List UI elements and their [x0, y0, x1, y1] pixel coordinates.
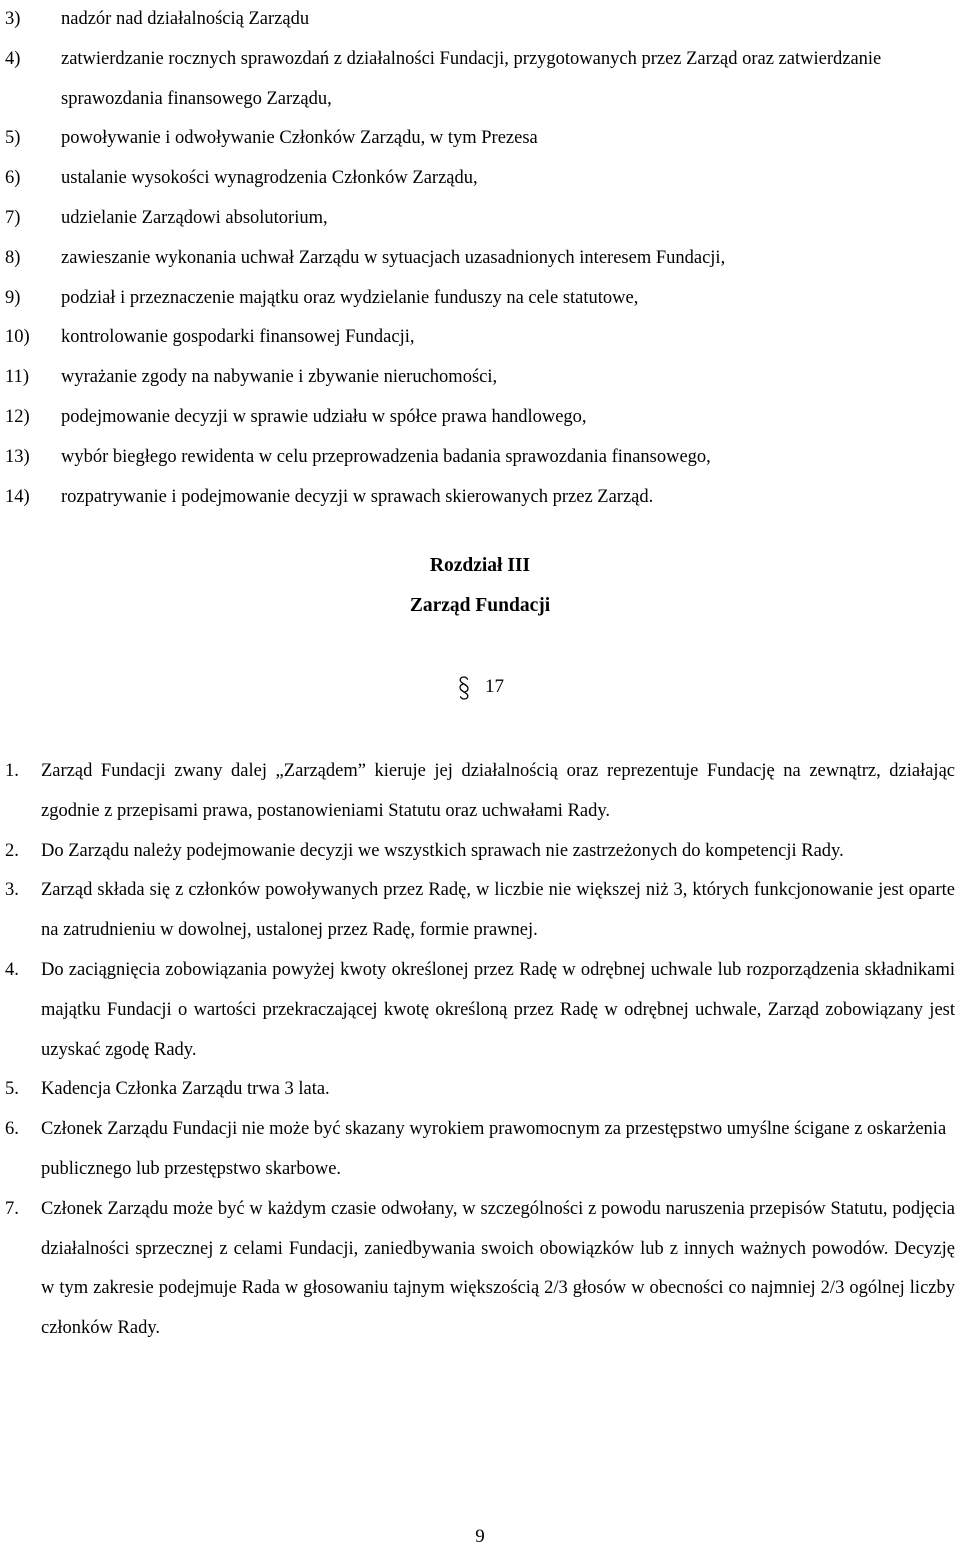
chapter-label: Rozdział III — [429, 555, 531, 576]
list-item — [5, 478, 905, 518]
paragraph-number: 7. — [5, 1198, 19, 1219]
list-item — [5, 279, 905, 319]
list-item-text: podział i przeznaczenie majątku oraz wydzielanie funduszy na cele statutowe, — [61, 287, 639, 308]
paragraph — [5, 1110, 955, 1190]
page-number: 9 — [475, 1526, 485, 1547]
list-item — [5, 40, 905, 120]
paragraph-number: 3. — [5, 880, 19, 901]
list-item-number: 6) — [5, 168, 21, 189]
list-item-text: zawieszanie wykonania uchwał Zarządu w sytuacjach uzasadnionych interesem Fundacji, — [61, 247, 726, 268]
paragraph — [5, 832, 955, 872]
paragraph-text: Członek Zarządu Fundacji nie może być skazany wyrokiem prawomocnym za przestępstwo umyślne ścigane z oskarżenia publicznego lub przestępstwo skarbowe. — [41, 1119, 947, 1179]
list-item-text: zatwierdzanie rocznych sprawozdań z działalności Fundacji, przygotowanych przez Zarząd oraz zatwierdzanie sprawozdania finansowego Zarządu, — [61, 48, 882, 109]
chapter-title: Zarząd Fundacji — [409, 595, 551, 616]
list-item-number: 10) — [5, 327, 30, 348]
paragraph-text: Do Zarządu należy podejmowanie decyzji we wszystkich sprawach nie zastrzeżonych do kompetencji Rady. — [41, 840, 844, 861]
list-item-number: 5) — [5, 128, 21, 149]
paragraph — [5, 951, 955, 1070]
list-item-text: wyrażanie zgody na nabywanie i zbywanie nieruchomości, — [61, 367, 498, 388]
paragraph — [5, 1070, 955, 1110]
list-item-number: 8) — [5, 247, 21, 268]
list-item-text: udzielanie Zarządowi absolutorium, — [61, 207, 328, 228]
section-paragraphs — [5, 752, 955, 1349]
list-item-number: 11) — [5, 367, 29, 388]
list-item — [5, 398, 905, 438]
list-item — [5, 199, 905, 239]
list-item-number: 4) — [5, 48, 21, 69]
paragraph-number: 1. — [5, 761, 19, 781]
list-item-text: ustalanie wysokości wynagrodzenia Członków Zarządu, — [61, 168, 478, 189]
paragraph-text: Zarząd Fundacji zwany dalej „Zarządem” kieruje jej działalnością oraz reprezentuje Fundację na zewnątrz, działając zgodnie z przepisami prawa, postanowieniami Statutu oraz uchwałami Rady. — [41, 761, 955, 821]
paragraph-text: Członek Zarządu może być w każdym czasie odwołany, w szczególności z powodu naruszenia przepisów Statutu, podjęcia działalności sprzecznej z celami Fundacji, zaniedbywania swoich obowiązków lub z innych ważnych powodów. Decyzję w tym zakresie podejmuje Rada w głosowaniu tajnym większością 2/3 głosów w obecności co najmniej 2/3 ogólnej liczby członków Rady. — [41, 1198, 955, 1339]
paragraph-text: Zarząd składa się z członków powoływanych przez Radę, w liczbie nie większej niż 3, których funkcjonowanie jest oparte na zatrudnieniu w dowolnej, ustalonej przez Radę, formie prawnej. — [41, 880, 955, 941]
section-number: 17 — [485, 676, 504, 697]
list-item — [5, 318, 905, 358]
list-item — [5, 159, 905, 199]
list-item-number: 13) — [5, 446, 30, 467]
paragraph — [5, 1190, 955, 1349]
list-item — [5, 119, 905, 159]
paragraph-text: Do zaciągnięcia zobowiązania powyżej kwoty określonej przez Radę w odrębnej uchwale lub rozporządzenia składnikami majątku Fundacji o wartości przekraczającej kwotę określoną przez Radę w odrębnej uchwale, Zarząd zobowiązany jest uzyskać zgodę Rady. — [41, 959, 955, 1060]
list-item — [5, 239, 905, 279]
list-item-number: 3) — [5, 9, 21, 29]
paragraph-number: 4. — [5, 959, 19, 980]
list-item — [5, 358, 905, 398]
paragraph — [5, 871, 955, 951]
list-item — [5, 438, 905, 478]
list-item-number: 14) — [5, 486, 30, 507]
paragraph-number: 5. — [5, 1079, 19, 1100]
paragraph-number: 2. — [5, 840, 19, 861]
list-item-text: kontrolowanie gospodarki finansowej Fundacji, — [61, 327, 415, 348]
list-item-text: rozpatrywanie i podejmowanie decyzji w sprawach skierowanych przez Zarząd. — [61, 486, 654, 507]
paragraph-text: Kadencja Członka Zarządu trwa 3 lata. — [41, 1079, 330, 1100]
list-item-text: nadzór nad działalnością Zarządu — [61, 9, 310, 29]
list-item-number: 12) — [5, 406, 30, 427]
list-item-text: podejmowanie decyzji w sprawie udziału w spółce prawa handlowego, — [61, 406, 587, 427]
list-item-text: wybór biegłego rewidenta w celu przeprowadzenia badania sprawozdania finansowego, — [61, 446, 711, 467]
section-heading — [458, 676, 504, 698]
competence-list — [5, 0, 905, 517]
paragraph — [5, 752, 955, 832]
list-item-text: powoływanie i odwoływanie Członków Zarządu, w tym Prezesa — [61, 128, 538, 149]
list-item — [5, 0, 905, 40]
paragraph-number: 6. — [5, 1119, 19, 1140]
list-item-number: 7) — [5, 207, 21, 228]
section-sign-icon — [458, 676, 470, 698]
list-item-number: 9) — [5, 287, 21, 308]
